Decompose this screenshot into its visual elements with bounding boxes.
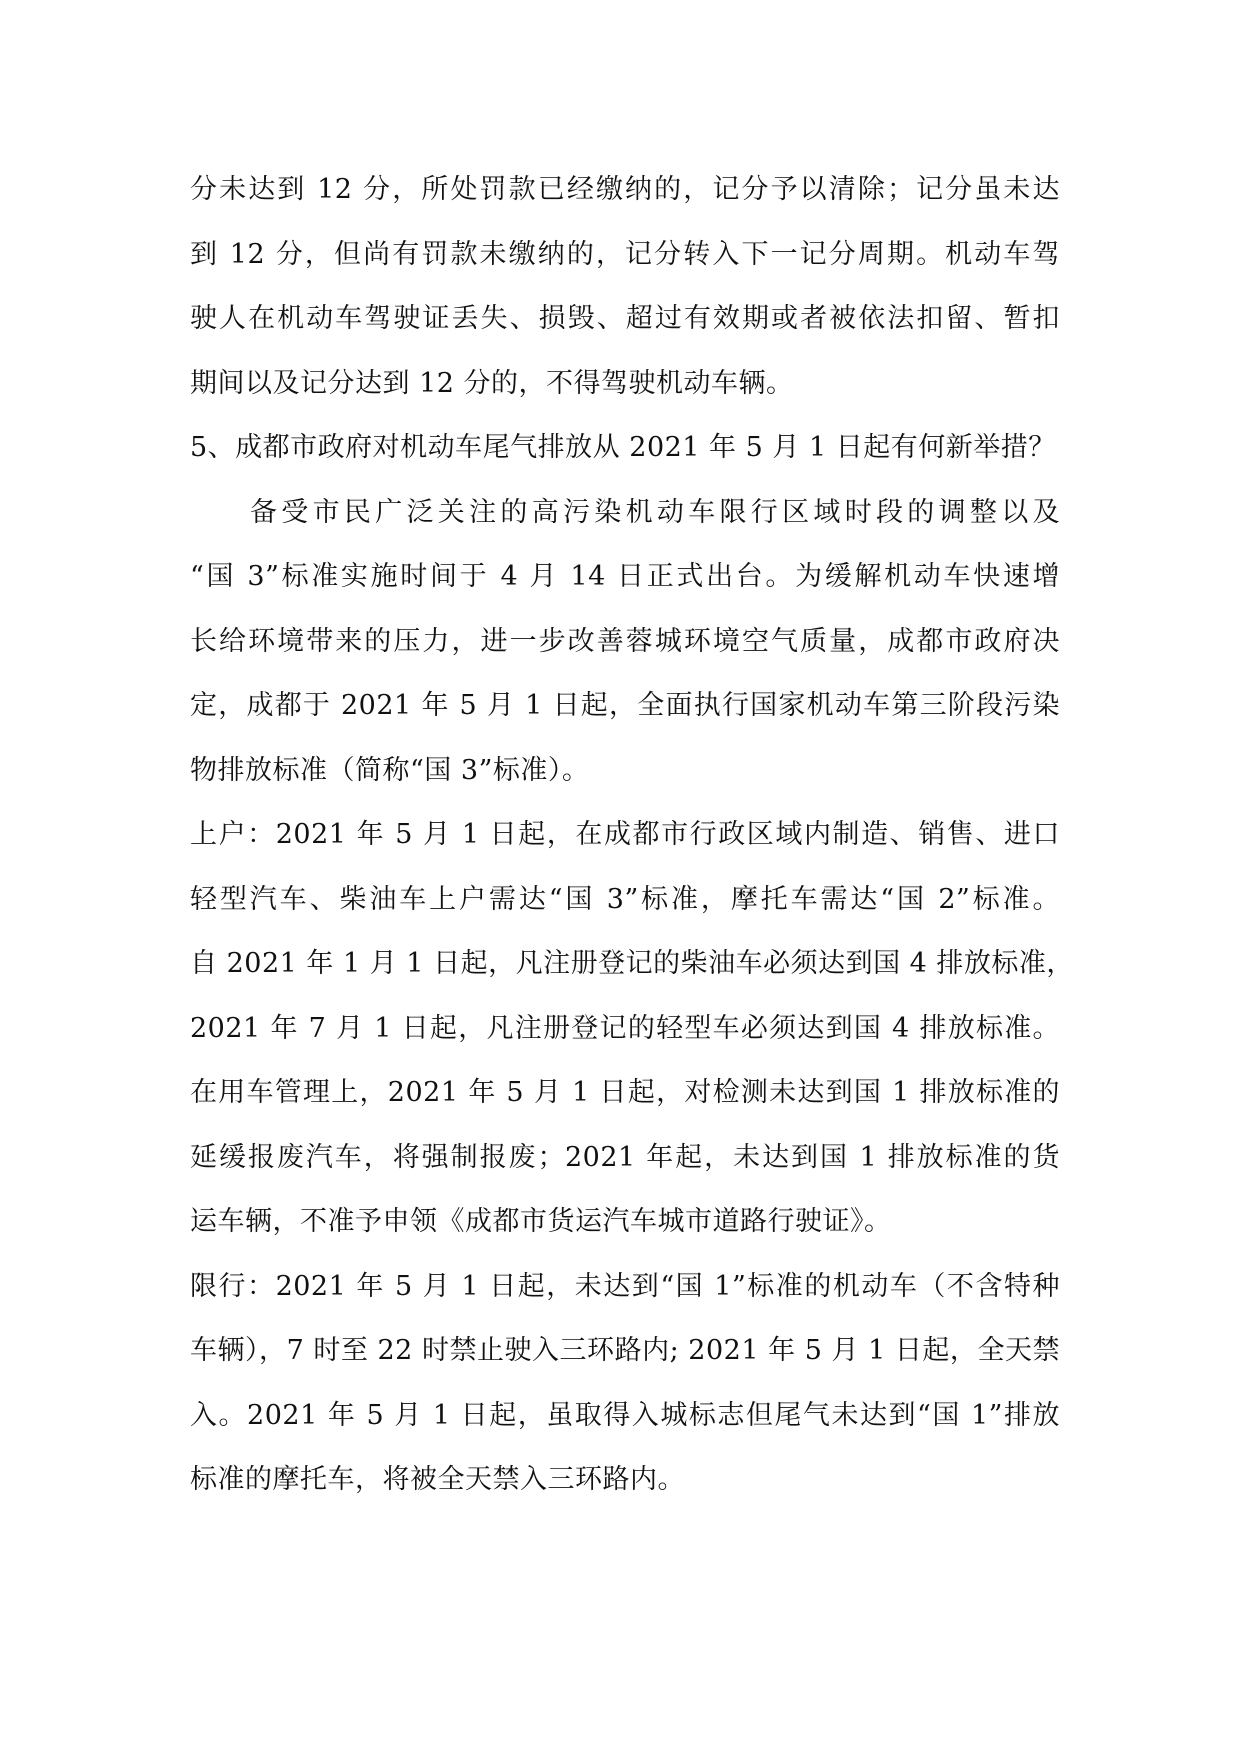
text-line: 自 2021 年 1 月 1 日起，凡注册登记的柴油车必须达到国 4 排放标准，: [190, 948, 1074, 979]
text-line: 期间以及记分达到 12 分的，不得驾驶机动车辆。: [190, 367, 794, 399]
text-line: 长给环境带来的压力，进一步改善蓉城环境空气质量，成都市政府决: [190, 625, 1060, 657]
text-line: 定，成都于 2021 年 5 月 1 日起，全面执行国家机动车第三阶段污染: [190, 690, 1060, 721]
text-line: 轻型汽车、柴油车上户需达“国 3”标准，摩托车需达“国 2”标准。: [190, 883, 1060, 915]
text-line: 备受市民广泛关注的高污染机动车限行区域时段的调整以及: [250, 496, 1060, 528]
text-line: 上户：2021 年 5 月 1 日起，在成都市行政区域内制造、销售、进口: [190, 819, 1060, 850]
text-line: 分未达到 12 分，所处罚款已经缴纳的，记分予以清除；记分虽未达: [190, 174, 1060, 205]
question-heading: 5、成都市政府对机动车尾气排放从 2021 年 5 月 1 日起有何新举措？: [190, 432, 1056, 463]
text-line: “国 3”标准实施时间于 4 月 14 日正式出台。为缓解机动车快速增: [190, 561, 1060, 592]
text-line: 2021 年 7 月 1 日起，凡注册登记的轻型车必须达到国 4 排放标准。: [190, 1012, 1060, 1044]
text-line: 运车辆，不准予申领《成都市货运汽车城市道路行驶证》。: [190, 1206, 892, 1237]
text-line: 在用车管理上，2021 年 5 月 1 日起，对检测未达到国 1 排放标准的: [190, 1077, 1060, 1108]
text-line: 驶人在机动车驾驶证丢失、损毁、超过有效期或者被依法扣留、暂扣: [190, 303, 1060, 334]
text-line: 车辆），7 时至 22 时禁止驶入三环路内; 2021 年 5 月 1 日起，全天禁: [190, 1335, 1060, 1366]
text-line: 入。2021 年 5 月 1 日起，虽取得入城标志但尾气未达到“国 1”排放: [190, 1399, 1060, 1431]
text-line: 限行：2021 年 5 月 1 日起，未达到“国 1”标准的机动车（不含特种: [190, 1270, 1060, 1302]
text-line: 物排放标准（简称“国 3”标准）。: [190, 754, 590, 786]
text-line: 标准的摩托车，将被全天禁入三环路内。: [190, 1464, 685, 1495]
text-line: 延缓报废汽车，将强制报废；2021 年起，未达到国 1 排放标准的货: [190, 1141, 1060, 1173]
text-line: 到 12 分，但尚有罚款未缴纳的，记分转入下一记分周期。机动车驾: [190, 238, 1060, 270]
body-text: [190, 158, 1074, 1513]
